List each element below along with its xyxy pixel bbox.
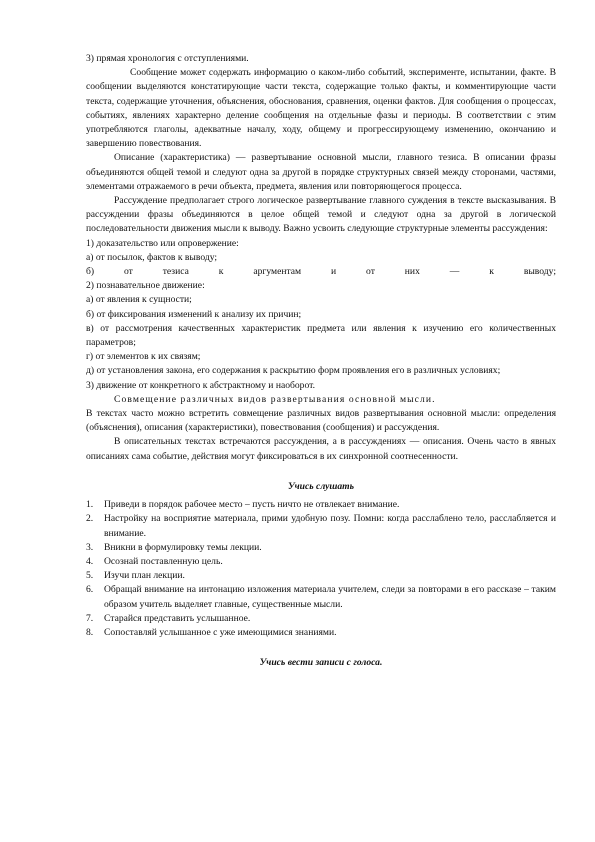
text-line: 3) прямая хронология с отступлениями. [86,53,249,64]
section-title-notes: Учись вести записи с голоса. [259,657,383,669]
paragraph-description: Описание (характеристика) — развертывание основной мысли, главного тезиса. В описании фразы объединяются общей темой и следуют одна за другой в порядке структурных связей между сторонами, частями, элементами отражаемого в речи объекта, предмета, явления или повторяющегося процесса. [86,152,556,192]
list-item: 7. Старайся представить услышанное. [86,612,251,624]
list-item: 3. Вникни в формулировку темы лекции. [86,541,262,553]
text-line: а) от посылок, фактов к выводу; [86,251,218,263]
text-line: д) от установления закона, его содержания к раскрытию форм проявления его в различных условиях; [86,365,501,377]
text-line: 3) движение от конкретного к абстрактному и наоборот. [86,379,316,391]
list-item: 1. Приведи в порядок рабочее место – пусть ничто не отвлекает внимание. [86,499,400,511]
listen-list [86,498,556,640]
list-item: 2. Настройку на восприятие материала, прими удобную позу. Помни: когда расслаблено тело, расслабляется и внимание. [86,513,556,539]
list-item: 4. Осознай поставленную цель. [86,555,223,567]
text-line: а) от явления к сущности; [86,294,192,306]
text-line: б) от тезиса к аргументам и от них — к выводу; [86,266,556,278]
text-line: г) от элементов к их связям; [86,351,201,363]
paragraph-descriptive-texts: В описательных текстах встречаются рассуждения, а в рассуждениях — описания. Очень часто в явных описаниях сама событие, действия могут фиксироваться в их синхронной соотнесенности. [86,436,556,462]
section-title-listen: Учись слушать [287,480,355,492]
text-line: 1) доказательство или опровержение: [86,237,239,249]
list-item: 8. Сопоставляй услышанное с уже имеющимися знаниями. [86,626,337,638]
text-line: б) от фиксирования изменений к анализу их причин; [86,308,302,320]
paragraph-message: Сообщение может содержать информацию о каком-либо событий, эксперименте, испытании, факте. В сообщении выделяются констатирующие части текста, содержащие только факты, и комментирующие части текста, содержащие уточнения, объяснения, обоснования, сравнения, оценки фактов. Для сообщения о процессах, событиях, явлениях характерно деление сообщения на отдельные фазы и периоды. В соответствии с этим употребляются глаголы, адекватные началу, ходу, общему и прогрессирующему изменению, окончанию и завершению повествования. [86,67,556,150]
text-line: 2) познавательное движение: [86,280,205,292]
paragraph-combination: В текстах часто можно встретить совмещение различных видов развертывания основной мысли: определения (объяснения), описания (характеристики), повествования (сообщения) и рассуждения. [86,408,556,434]
subheading-combination: Совмещение различных видов развертывания основной мысли. [114,393,436,405]
paragraph-reasoning: Рассуждение предполагает строго логическое развертывание главного суждения в тексте высказывания. В рассуждении фразы объединяются в целое общей темой и следуют одна за другой в логической последовательности движения мысли к выводу. Важно усвоить следующие структурные элементы рассуждения: [86,195,556,235]
document-page [86,52,556,670]
list-item: 6. Обращай внимание на интонацию изложения материала учителем, следи за повторами в его рассказе – таким образом учитель выделяет главные, существенные мысли. [86,584,556,610]
list-item: 5. Изучи план лекции. [86,570,185,582]
text-line: в) от рассмотрения качественных характеристик предмета или явления к изучению его количественных параметров; [86,322,556,349]
